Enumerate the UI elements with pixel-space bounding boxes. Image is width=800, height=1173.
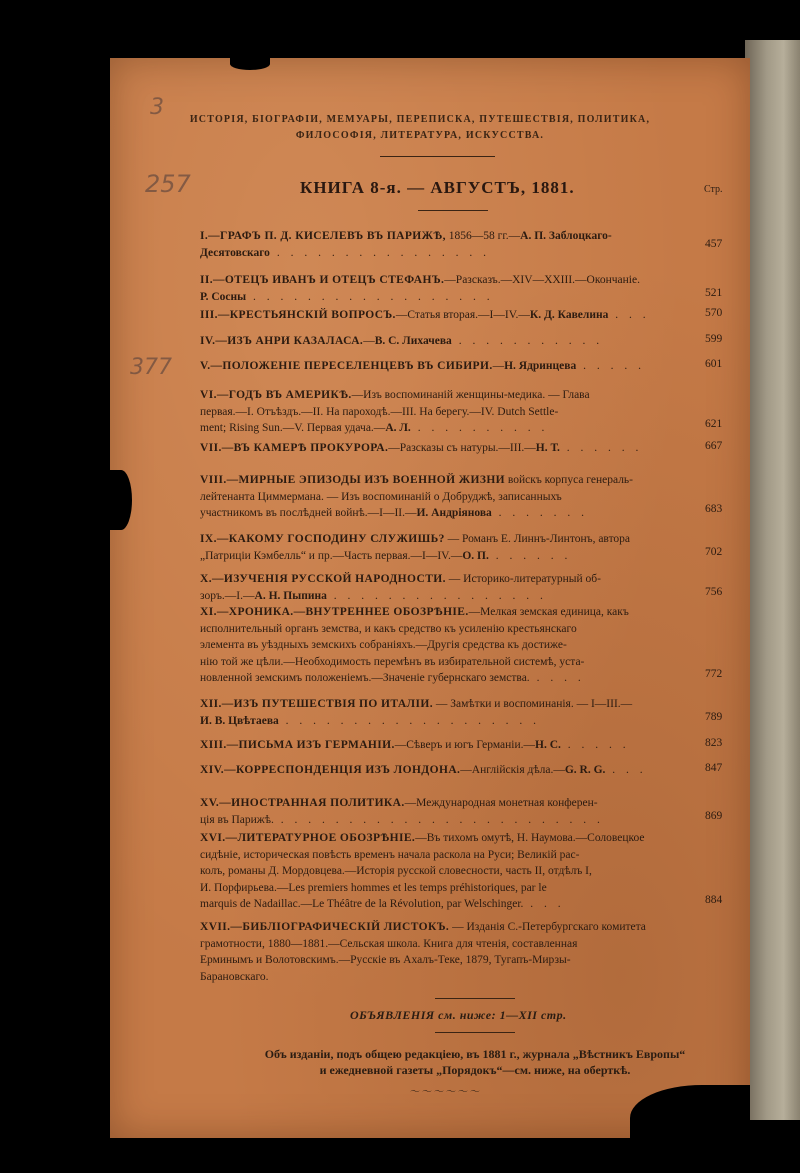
toc-text: сидѣніе, историческая повѣсть временъ начала раскола на Руси; Великій рас-	[200, 848, 580, 861]
toc-page-number: 702	[705, 545, 723, 558]
toc-leader: . . . . .	[576, 360, 645, 372]
toc-author: Н. Ядринцева	[504, 360, 577, 372]
toc-heading: I.—ГРАФЪ П. Д. КИСЕЛЕВЪ ВЪ ПАРИЖѢ,	[200, 230, 446, 242]
toc-leader: . . . . . .	[559, 442, 643, 454]
toc-entry-line	[200, 531, 700, 548]
toc-entry-line	[200, 604, 700, 621]
toc-author: В. С. Лихачева	[374, 335, 452, 347]
toc-entry	[200, 919, 700, 985]
toc-text: —Разсказъ.—XIV—XXIII.—Окончаніе.	[444, 274, 640, 286]
toc-entry-line	[200, 696, 700, 713]
toc-author: Десятовскаго	[200, 246, 270, 259]
toc-entry	[200, 762, 700, 779]
toc-author: К. Д. Кавелина	[529, 309, 609, 321]
toc-heading: V.—ПОЛОЖЕНІЕ ПЕРЕСЕЛЕНЦЕВЪ ВЪ СИБИРИ.	[200, 360, 493, 372]
toc-entry	[200, 531, 700, 564]
toc-text: новленной земскимъ положеніемъ.—Значеніе губернскаго земства.	[200, 672, 530, 684]
toc-author: И. В. Цвѣтаева	[200, 714, 279, 727]
toc-text: —Статья вторая.—I—IV.—	[395, 309, 530, 321]
toc-entry-line	[200, 621, 700, 638]
toc-entry-line	[200, 505, 700, 522]
toc-text: лейтенанта Циммермана. — Изъ воспоминаній о Добруджѣ, записанныхъ	[200, 490, 562, 503]
toc-heading: VII.—ВЪ КАМЕРѢ ПРОКУРОРА.	[200, 442, 389, 454]
toc-entry-line	[200, 812, 700, 829]
adverts-rule-2	[435, 1032, 515, 1033]
toc-text: —Разсказы съ натуры.—III.—	[388, 442, 536, 454]
toc-entry	[200, 228, 700, 261]
toc-heading: X.—ИЗУЧЕНІЯ РУССКОЙ НАРОДНОСТИ.	[200, 573, 446, 585]
toc-entry	[200, 333, 700, 350]
toc-leader: . . .	[605, 764, 647, 776]
toc-page-number: 772	[705, 668, 723, 680]
adverts-rule	[435, 998, 515, 999]
toc-text: — Историко-литературный об-	[445, 573, 601, 585]
toc-entry-line	[200, 919, 700, 936]
toc-author: И. Андріянова	[416, 507, 492, 519]
toc-page-number: 599	[705, 333, 723, 345]
pencil-note-1: 3	[150, 95, 164, 120]
adjacent-page-edge	[745, 40, 800, 1120]
toc-author: О. П.	[462, 549, 489, 562]
toc-author: Н. Т.	[535, 442, 560, 454]
toc-entry	[200, 358, 700, 375]
toc-text: —Изъ воспоминаній женщины-медика. — Глава	[351, 389, 590, 401]
header-rule	[380, 156, 495, 157]
toc-entry	[200, 472, 700, 522]
toc-entry-line	[200, 245, 700, 262]
toc-entry	[200, 571, 700, 604]
toc-leader: . . . . . . . . . .	[410, 422, 549, 434]
toc-heading: IV.—ИЗЪ АНРИ КАЗАЛАСА.	[200, 335, 364, 347]
toc-entry-line	[200, 830, 700, 847]
toc-entry	[200, 604, 700, 687]
toc-entry-line	[200, 795, 700, 812]
toc-entry-line	[200, 307, 700, 324]
toc-page-number: 667	[705, 440, 723, 452]
toc-text: — Романъ Е. Линнъ-Линтонъ, автора	[444, 533, 631, 545]
toc-text: нію той же цѣли.—Необходимость перемѣнъ въ избирательной системѣ, уста-	[200, 655, 585, 668]
toc-leader: . . . . .	[560, 739, 630, 751]
toc-leader: . . . . . .	[488, 549, 572, 562]
adverts-note: ОБЪЯВЛЕНІЯ см. ниже: 1—XII стр.	[350, 1008, 567, 1022]
toc-heading: XVII.—БИБЛІОГРАФИЧЕСКІЙ ЛИСТОКЪ.	[200, 921, 450, 933]
toc-leader: . . . . . . .	[491, 507, 589, 519]
title-rule	[418, 210, 488, 211]
scan-background-left	[0, 0, 70, 1173]
toc-leader: . . . . . . . . . . .	[451, 335, 604, 347]
toc-author: Н. С.	[535, 739, 561, 751]
toc-entry	[200, 307, 700, 324]
toc-heading: XI.—ХРОНИКА.—ВНУТРЕННЕЕ ОБОЗРѢНІЕ.	[200, 606, 469, 618]
toc-leader: . . . . . . . . . . . . . . . .	[326, 589, 547, 602]
toc-text: —Международная монетная конферен-	[404, 797, 598, 809]
toc-text: Ерминымъ и Волотовскимъ.—Русскіе въ Ахалъ-Теке, 1879, Тугапъ-Мирзы-	[200, 954, 571, 966]
toc-text: исполнительный органъ земства, и какъ средство къ усиленію крестьянскаго	[200, 622, 577, 635]
toc-page-number: 621	[705, 418, 723, 430]
toc-entry-line	[200, 713, 700, 730]
page-column-label: Стр.	[704, 184, 723, 195]
toc-text: —Въ тихомъ омутѣ, Н. Наумова.—Соловецкое	[415, 832, 645, 844]
toc-text: —	[363, 335, 375, 347]
toc-entry	[200, 737, 700, 754]
footer-line-2: и ежедневной газеты „Порядокъ“—см. ниже, на оберткѣ.	[319, 1063, 631, 1077]
toc-text: войскъ корпуса генераль-	[505, 474, 634, 486]
toc-leader: . . .	[608, 309, 650, 321]
toc-author: Р. Сосны	[200, 290, 247, 303]
toc-text: зоръ.—I.—	[200, 589, 255, 602]
toc-page-number: 683	[705, 503, 723, 515]
toc-heading: III.—КРЕСТЬЯНСКІЙ ВОПРОСЪ.	[200, 309, 396, 321]
toc-author: G. R. G.	[564, 764, 606, 776]
toc-heading: XVI.—ЛИТЕРАТУРНОЕ ОБОЗРѢНІЕ.	[200, 832, 416, 844]
toc-entry-line	[200, 387, 700, 404]
toc-entry-line	[200, 737, 700, 754]
toc-heading: XII.—ИЗЪ ПУТЕШЕСТВІЯ ПО ИТАЛІИ.	[200, 698, 434, 710]
toc-text: ція въ Парижѣ.	[200, 813, 274, 826]
toc-text: И. Порфирьева.—Les premiers hommes et les temps préhistoriques, par le	[200, 881, 547, 894]
toc-entry-line	[200, 670, 700, 687]
toc-heading: XIV.—КОРРЕСПОНДЕНЦІЯ ИЗЪ ЛОНДОНА.	[200, 764, 461, 776]
pencil-note-3: 377	[130, 355, 172, 380]
toc-page-number: 521	[705, 286, 723, 299]
toc-entry-line	[200, 896, 700, 913]
toc-leader: . . . . . . . . . . . . . . . .	[269, 246, 490, 259]
toc-page-number: 789	[705, 710, 723, 723]
toc-text: Барановскаго.	[200, 970, 269, 983]
toc-text: 1856—58 гг.—	[445, 230, 521, 242]
toc-entry-line	[200, 272, 700, 289]
toc-text: колъ, романы Д. Мордовцева.—Исторія русской словесности, часть II, отдѣлъ I,	[200, 865, 592, 877]
toc-heading: II.—ОТЕЦЪ ИВАНЪ И ОТЕЦЪ СТЕФАНЪ.	[200, 274, 445, 286]
toc-leader: . . . . . . . . . . . . . . . . . . . . . . . .	[273, 813, 604, 826]
page-tear-left	[110, 470, 132, 530]
toc-author: А. П. Заблоцкаго-	[520, 230, 612, 242]
toc-page-number: 756	[705, 585, 723, 598]
toc-entry-line	[200, 588, 700, 605]
toc-page-number: 869	[705, 809, 723, 822]
pencil-note-2: 257	[145, 170, 191, 198]
toc-entry	[200, 440, 700, 457]
toc-entry-line	[200, 333, 700, 350]
toc-text: „Патриціи Кэмбелль“ и пр.—Часть первая.—I—IV.—	[200, 549, 463, 562]
toc-entry-line	[200, 762, 700, 779]
header-line-1: ИСТОРІЯ, БІОГРАФІИ, МЕМУАРЫ, ПЕРЕПИСКА, ПУТЕШЕСТВІЯ, ПОЛИТИКА,	[189, 114, 651, 125]
page-tear-top	[230, 58, 270, 70]
toc-author: А. Л.	[385, 422, 411, 434]
toc-text: —	[492, 360, 505, 372]
toc-page-number: 601	[705, 358, 723, 370]
toc-leader: . . . .	[529, 672, 585, 684]
toc-entry	[200, 387, 700, 437]
toc-entry	[200, 830, 700, 913]
toc-text: —Англійскія дѣла.—	[460, 764, 565, 776]
toc-entry-line	[200, 571, 700, 588]
toc-entry-line	[200, 489, 700, 506]
toc-entry-line	[200, 289, 700, 306]
toc-leader: . . .	[523, 898, 565, 910]
toc-heading: VI.—ГОДЪ ВЪ АМЕРИКѢ.	[200, 389, 352, 401]
toc-heading: IX.—КАКОМУ ГОСПОДИНУ СЛУЖИШЬ?	[200, 533, 445, 545]
toc-text: —Мелкая земская единица, какъ	[468, 606, 629, 618]
toc-entry-line	[200, 936, 700, 953]
header-line-2: ФИЛОСОФІЯ, ЛИТЕРАТУРА, ИСКУССТВА.	[295, 130, 545, 141]
toc-entry-line	[200, 472, 700, 489]
toc-entry-line	[200, 654, 700, 671]
footer-line-1: Объ изданіи, подъ общею редакціею, въ 1881 г., журнала „Вѣстникъ Европы“	[264, 1047, 686, 1061]
toc-entry	[200, 272, 700, 305]
footer-ornament: ～～～～～～	[410, 1087, 482, 1098]
toc-text: — Замѣтки и воспоминанія. — I—III.—	[433, 698, 633, 710]
toc-entry-line	[200, 420, 700, 437]
toc-author: А. Н. Пыпина	[254, 589, 327, 602]
toc-page-number: 457	[705, 238, 723, 250]
toc-heading: VIII.—МИРНЫЕ ЭПИЗОДЫ ИЗЪ ВОЕННОЙ ЖИЗНИ	[200, 474, 506, 486]
toc-text: — Изданія С.-Петербургскаго комитета	[449, 921, 646, 933]
toc-text: marquis de Nadaillac.—Le Théâtre de la Révolution, par Welschinger.	[200, 898, 524, 910]
toc-entry-line	[200, 969, 700, 986]
toc-text: —Сѣверъ и югъ Германіи.—	[394, 739, 536, 751]
toc-entry-line	[200, 880, 700, 897]
toc-leader: . . . . . . . . . . . . . . . . . .	[246, 290, 494, 303]
toc-text: первая.—I. Отъѣздъ.—II. На пароходѣ.—III. На берегу.—IV. Dutch Settle-	[200, 405, 559, 418]
toc-page-number: 570	[705, 307, 723, 319]
toc-entry-line	[200, 404, 700, 421]
toc-text: ment; Rising Sun.—V. Первая удача.—	[200, 422, 386, 434]
toc-leader: . . . . . . . . . . . . . . . . . . .	[278, 714, 541, 727]
toc-page-number: 823	[705, 737, 723, 749]
toc-entry-line	[200, 847, 700, 864]
toc-entry-line	[200, 358, 700, 375]
toc-text: грамотности, 1880—1881.—Сельская школа. Книга для чтенія, составленная	[200, 937, 578, 950]
toc-text: элемента въ уѣздныхъ земскихъ собраніяхъ.—Другія средства къ достиже-	[200, 639, 567, 651]
page-title: КНИГА 8-я. — АВГУСТЪ, 1881.	[300, 178, 575, 197]
toc-entry-line	[200, 548, 700, 565]
toc-page-number: 847	[705, 762, 723, 774]
toc-heading: XIII.—ПИСЬМА ИЗЪ ГЕРМАНІИ.	[200, 739, 395, 751]
toc-entry-line	[200, 440, 700, 457]
toc-entry	[200, 696, 700, 729]
toc-entry-line	[200, 637, 700, 654]
toc-entry-line	[200, 863, 700, 880]
toc-entry-line	[200, 952, 700, 969]
toc-page-number: 884	[705, 894, 723, 906]
toc-entry-line	[200, 228, 700, 245]
toc-entry	[200, 795, 700, 828]
toc-text: участникомъ въ послѣдней войнѣ.—I—II.—	[200, 507, 417, 519]
toc-heading: XV.—ИНОСТРАННАЯ ПОЛИТИКА.	[200, 797, 405, 809]
